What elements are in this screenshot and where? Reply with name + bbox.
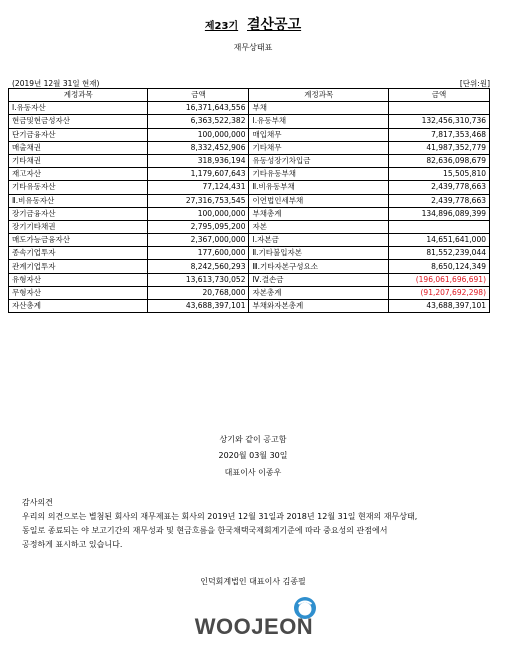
woojeon-logo [184, 594, 324, 644]
amount-right: 2,439,778,663 [388, 194, 489, 207]
amount-right: 8,650,124,349 [388, 260, 489, 273]
table-row [9, 273, 490, 286]
table-row [9, 220, 490, 233]
account-left: 매출채권 [9, 141, 148, 154]
table-row [9, 181, 490, 194]
amount-right: 41,987,352,779 [388, 141, 489, 154]
table-row [9, 115, 490, 128]
amount-left: 6,363,522,382 [148, 115, 249, 128]
account-right: 이연법인세부채 [249, 194, 388, 207]
table-row [9, 300, 490, 313]
table-row [9, 286, 490, 299]
amount-left: 2,367,000,000 [148, 234, 249, 247]
amount-right: 2,439,778,663 [388, 181, 489, 194]
table-row [9, 260, 490, 273]
table-row [9, 168, 490, 181]
amount-right [388, 220, 489, 233]
unit-label: [단위:원] [459, 79, 490, 88]
col-header-account-left: 계정과목 [9, 89, 148, 102]
account-right: 매입채무 [249, 128, 388, 141]
account-right: 자본 [249, 220, 388, 233]
account-left: 재고자산 [9, 168, 148, 181]
balance-sheet-table [8, 88, 490, 313]
amount-left: 1,179,607,643 [148, 168, 249, 181]
amount-left: 318,936,194 [148, 154, 249, 167]
account-right: 부채총계 [249, 207, 388, 220]
amount-right: 14,651,641,000 [388, 234, 489, 247]
table-row [9, 247, 490, 260]
amount-right [388, 102, 489, 115]
account-left: Ⅰ.유동자산 [9, 102, 148, 115]
amount-left: 27,316,753,545 [148, 194, 249, 207]
opinion-title: 감사의견 [22, 498, 53, 507]
account-left: 유형자산 [9, 273, 148, 286]
amount-left: 8,242,560,293 [148, 260, 249, 273]
amount-right-negative: (196,061,696,691) [388, 273, 489, 286]
table-row [9, 141, 490, 154]
account-left: 장기기타채권 [9, 220, 148, 233]
amount-right: 43,688,397,101 [388, 300, 489, 313]
amount-left: 20,768,000 [148, 286, 249, 299]
auditor-firm: 인덕회계법인 대표이사 김종필 [200, 577, 306, 586]
logo-text: WOOJEON [194, 614, 314, 639]
amount-left: 2,795,095,200 [148, 220, 249, 233]
notice-text: 상기와 같이 공고함 [219, 435, 287, 444]
opinion-line: 우리의 의견으로는 별첨된 회사의 재무제표는 회사의 2019년 12월 31일과 2018년 12월 31일 현재의 재무상태, [22, 512, 418, 521]
amount-right: 82,636,098,679 [388, 154, 489, 167]
notice-date: 2020월 03월 30일 [218, 451, 288, 460]
account-left: 종속기업투자 [9, 247, 148, 260]
opinion-body [22, 510, 492, 552]
amount-left: 8,332,452,906 [148, 141, 249, 154]
account-left: 장기금융자산 [9, 207, 148, 220]
account-right: 부채 [249, 102, 388, 115]
subtitle: 재무상태표 [233, 43, 273, 52]
page-title [0, 14, 506, 34]
account-right: Ⅱ.비유동부채 [249, 181, 388, 194]
opinion-line: 동일로 종료되는 야 보고기간의 재무성과 및 현금흐름을 한국채택국제회계기준에 따라 중요성의 관점에서 [22, 526, 388, 535]
amount-left: 100,000,000 [148, 128, 249, 141]
account-left: 기타채권 [9, 154, 148, 167]
col-header-amount-right: 금액 [388, 89, 489, 102]
col-header-amount-left: 금액 [148, 89, 249, 102]
table-row [9, 128, 490, 141]
account-right: 자본총계 [249, 286, 388, 299]
account-left: 기타유동자산 [9, 181, 148, 194]
col-header-account-right: 계정과목 [249, 89, 388, 102]
amount-left: 43,688,397,101 [148, 300, 249, 313]
table-row [9, 234, 490, 247]
account-right: Ⅳ.결손금 [249, 273, 388, 286]
account-left: 자산총계 [9, 300, 148, 313]
ceo-name: 대표이사 이종우 [224, 468, 282, 477]
table-row [9, 207, 490, 220]
table-header-row [9, 89, 490, 102]
table-row [9, 194, 490, 207]
amount-left: 16,371,643,556 [148, 102, 249, 115]
account-right: 기타유동부채 [249, 168, 388, 181]
account-right: 유동성장기차입금 [249, 154, 388, 167]
amount-left: 77,124,431 [148, 181, 249, 194]
account-right: Ⅰ.유동부채 [249, 115, 388, 128]
table-body [9, 102, 490, 313]
account-right: 기타채무 [249, 141, 388, 154]
amount-right: 7,817,353,468 [388, 128, 489, 141]
account-right: Ⅲ.기타자본구성요소 [249, 260, 388, 273]
title-main: 결산공고 [247, 17, 302, 33]
account-right: Ⅱ.기타불입자본 [249, 247, 388, 260]
amount-left: 177,600,000 [148, 247, 249, 260]
amount-left: 13,613,730,052 [148, 273, 249, 286]
amount-right-negative: (91,207,692,298) [388, 286, 489, 299]
amount-right: 81,552,239,044 [388, 247, 489, 260]
title-prefix: 제23기 [204, 21, 239, 32]
amount-right: 132,456,310,736 [388, 115, 489, 128]
account-left: 현금및현금성자산 [9, 115, 148, 128]
amount-right: 134,896,089,399 [388, 207, 489, 220]
account-left: 매도가능금융자산 [9, 234, 148, 247]
account-left: 단기금융자산 [9, 128, 148, 141]
opinion-line: 공정하게 표시하고 있습니다. [22, 540, 123, 549]
account-right: 부채와자본총계 [249, 300, 388, 313]
table-row [9, 102, 490, 115]
account-left: Ⅱ.비유동자산 [9, 194, 148, 207]
report-date: (2019년 12월 31일 현재) [12, 79, 100, 88]
account-right: Ⅰ.자본금 [249, 234, 388, 247]
account-left: 관계기업투자 [9, 260, 148, 273]
amount-left: 100,000,000 [148, 207, 249, 220]
account-left: 무형자산 [9, 286, 148, 299]
table-row [9, 154, 490, 167]
amount-right: 15,505,810 [388, 168, 489, 181]
